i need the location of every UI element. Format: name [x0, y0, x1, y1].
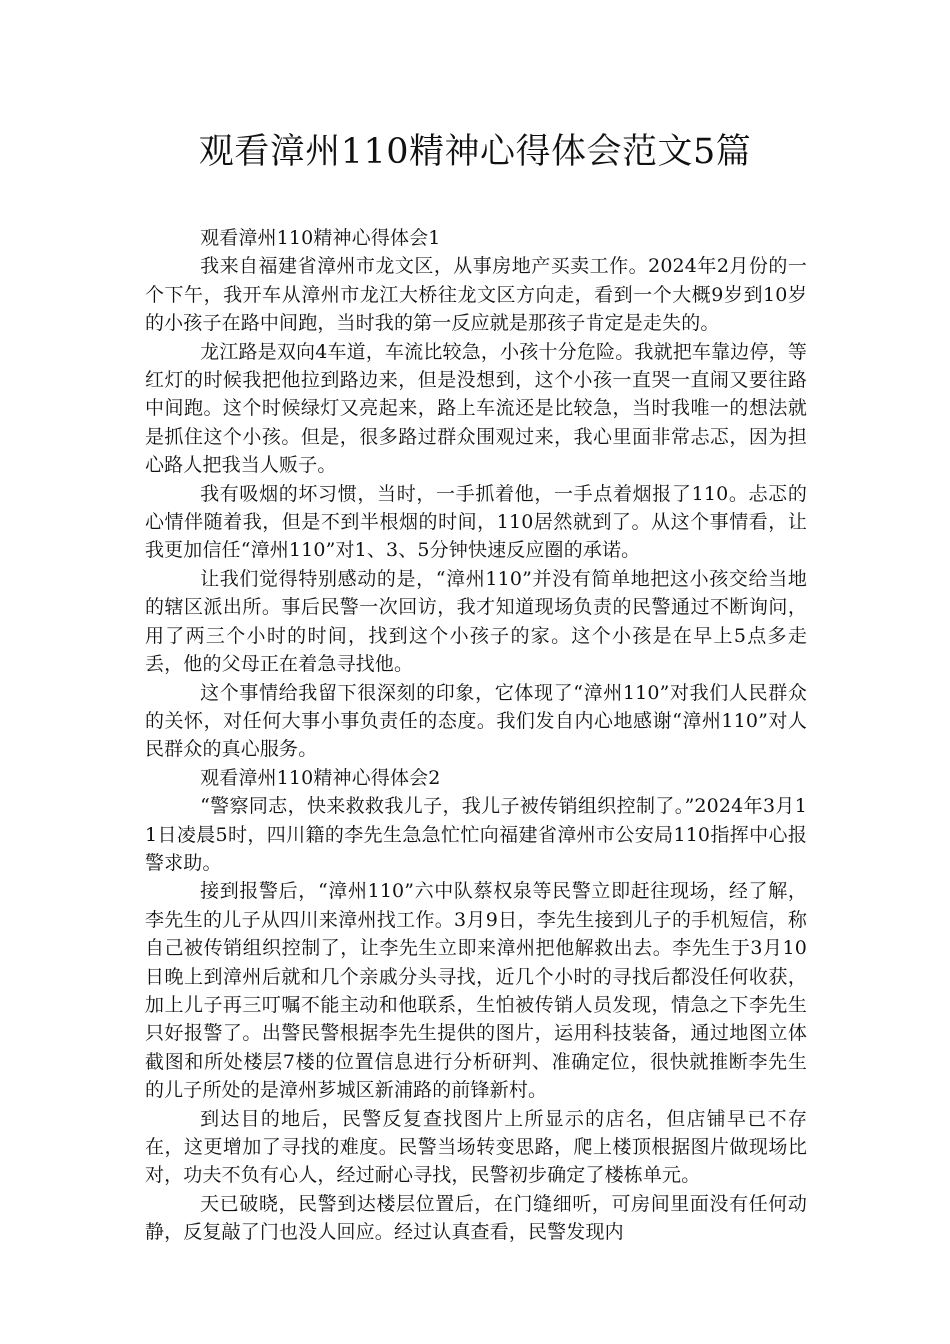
body-paragraph: 龙江路是双向4车道，车流比较急，小孩十分危险。我就把车靠边停，等红灯的时候我把他拉到路边来，但是没想到，这个小孩一直哭一直闹又要往路中间跑。这个时候绿灯又亮起来，路上车流还是比较急，当时我唯一的想法就是抓住这个小孩。但是，很多路过群众围观过来，我心里面非常忐忑，因为担心路人把我当人贩子。 [145, 340, 807, 477]
body-paragraph: “警察同志，快来救救我儿子，我儿子被传销组织控制了。”2024年3月11日凌晨5时，四川籍的李先生急急忙忙向福建省漳州市公安局110指挥中心报警求助。 [145, 795, 807, 874]
section-heading: 观看漳州110精神心得体会2 [200, 766, 441, 789]
body-paragraph: 接到报警后，“漳州110”六中队蔡权泉等民警立即赶往现场，经了解，李先生的儿子从四川来漳州找工作。3月9日，李先生接到儿子的手机短信，称自己被传销组织控制了，让李先生立即来漳州把他解救出去。李先生于3月10日晚上到漳州后就和几个亲戚分头寻找，近几个小时的寻找后都没任何收获，加上儿子再三叮嘱不能主动和他联系，生怕被传销人员发现，情急之下李先生只好报警了。出警民警根据李先生提供的图片，运用科技装备，通过地图立体截图和所处楼层7楼的位置信息进行分析研判、准确定位，很快就推断李先生的儿子所处的是漳州芗城区新浦路的前锋新村。 [145, 880, 807, 1102]
section-heading: 观看漳州110精神心得体会1 [200, 227, 441, 249]
body-paragraph: 到达目的地后，民警反复查找图片上所显示的店名，但店铺早已不存在，这更增加了寻找的难度。民警当场转变思路，爬上楼顶根据图片做现场比对，功夫不负有心人，经过耐心寻找，民警初步确定了楼栋单元。 [145, 1107, 807, 1187]
body-paragraph: 天已破晓，民警到达楼层位置后，在门缝细听，可房间里面没有任何动静，反复敲了门也没人回应。经过认真查看，民警发现内 [145, 1192, 807, 1244]
body-paragraph: 让我们觉得特别感动的是，“漳州110”并没有简单地把这小孩交给当地的辖区派出所。事后民警一次回访，我才知道现场负责的民警通过不断询问，用了两三个小时的时间，找到这个小孩子的家。这个小孩是在早上5点多走丢，他的父母正在着急寻找他。 [145, 567, 807, 676]
body-paragraph: 我有吸烟的坏习惯，当时，一手抓着他，一手点着烟报了110。忐忑的心情伴随着我，但是不到半根烟的时间，110居然就到了。从这个事情看，让我更加信任“漳州110”对1、3、5分钟快速反应圈的承诺。 [145, 482, 807, 562]
document-body [145, 224, 807, 1247]
body-paragraph: 这个事情给我留下很深刻的印象，它体现了“漳州110”对我们人民群众的关怀，对任何大事小事负责任的态度。我们发自内心地感谢“漳州110”对人民群众的真心服务。 [145, 681, 807, 761]
body-paragraph: 我来自福建省漳州市龙文区，从事房地产买卖工作。2024年2月份的一个下午，我开车从漳州市龙江大桥往龙文区方向走，看到一个大概9岁到10岁的小孩子在路中间跑，当时我的第一反应就是那孩子肯定是走失的。 [145, 255, 807, 335]
document-title: 观看漳州110精神心得体会范文5篇 [198, 132, 752, 172]
